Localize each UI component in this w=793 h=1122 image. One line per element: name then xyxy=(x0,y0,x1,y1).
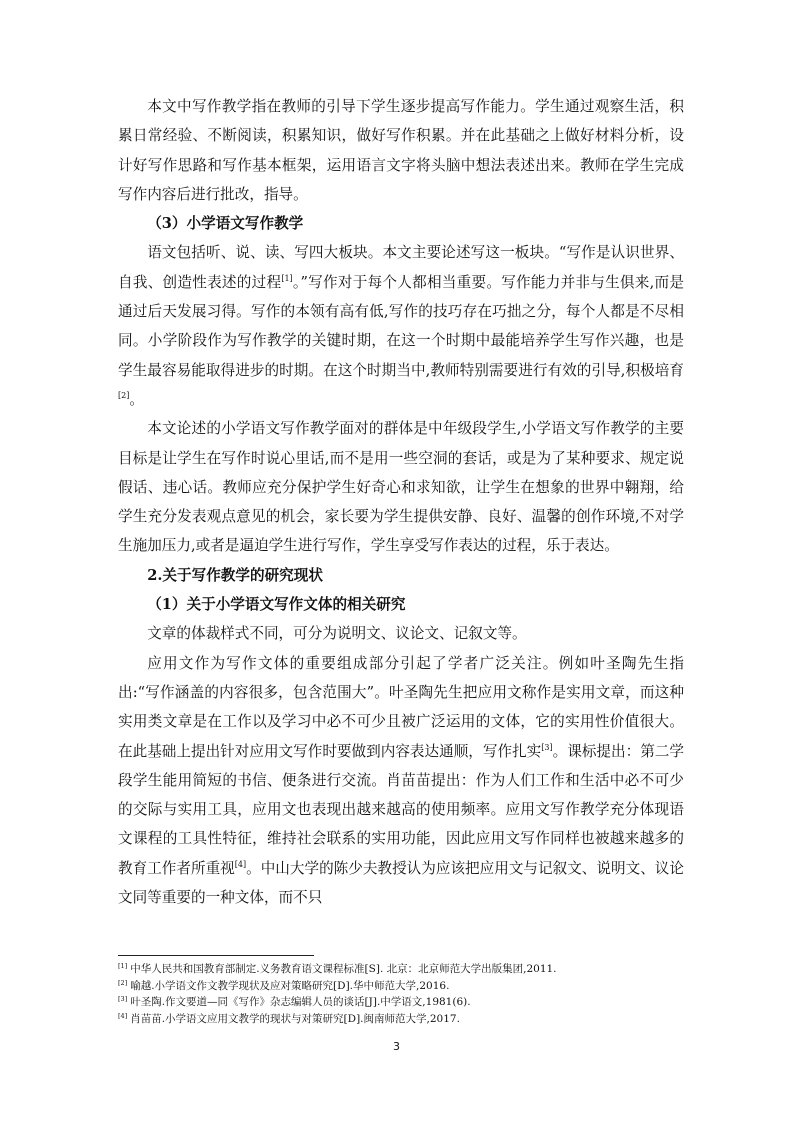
paragraph-text: 。 xyxy=(129,390,144,408)
citation-marker[interactable]: [3] xyxy=(541,742,553,752)
paragraph-four-skills xyxy=(118,238,684,414)
footnote-item xyxy=(118,1011,688,1028)
footnote-mark: [2] xyxy=(118,978,128,987)
footnote-mark: [3] xyxy=(118,995,128,1003)
footnote-text: 叶圣陶.作文要道—同《写作》杂志编辑人员的谈话[J].中学语文,1981(6). xyxy=(130,996,471,1008)
paragraph-text: 应用文作为写作文体的重要组成部分引起了学者广泛关注。例如叶圣陶先生指出:“写作涵盖的内容很多，包含范围大”。叶圣陶先生把应用文称作是实用文章，而这种实用类文章是在工作以及学习中必不可少且被广泛运用的文体，它的实用性价值很大。在此基础上提出针对应用文写作时要做到内容表达通顺，写作扎实 xyxy=(118,654,684,760)
citation-marker[interactable]: [2] xyxy=(118,390,130,400)
footnote-text: 中华人民共和国教育部制定.义务教育语文课程标准[S]. 北京：北京师范大学出版集团,2011. xyxy=(130,963,557,975)
paragraph-genres: 文章的体裁样式不同，可分为说明文、议论文、记叙文等。 xyxy=(147,625,527,643)
footnotes xyxy=(118,961,688,1027)
paragraph-text: 语文包括听、说、读、写四大板块。本文主要论述写这一板块。“写作是认识世界、自我、创造性表述的过程 xyxy=(118,244,684,291)
footnote-item xyxy=(118,961,688,978)
footnote-divider xyxy=(118,955,314,956)
page-number: 3 xyxy=(393,1040,400,1053)
footnote-text: 喻越.小学语文作文教学现状及应对策略研究[D].华中师范大学,2016. xyxy=(130,979,450,992)
paragraph-text: 。课标提出：第二学段学生能用简短的书信、便条进行交流。肖苗苗提出：作为人们工作和生活中必不可少的交际与实用工具，应用文也表现出越来越高的使用频率。应用文写作教学充分体现语文课程的工具性特征，维持社会联系的实用功能，因此应用文写作同样也被越来越多的教育工作者所重视 xyxy=(118,742,684,877)
heading-primary-writing-teaching: （3）小学语文写作教学 xyxy=(147,215,304,233)
citation-marker[interactable]: [1] xyxy=(281,273,293,283)
heading-genre-research: （1）关于小学语文写作文体的相关研究 xyxy=(147,596,406,614)
paragraph-text: 。中山大学的陈少夫教授认为应该把应用文与记叙文、说明文、议论文同等重要的一种文体，而不只 xyxy=(118,859,684,907)
footnote-text: 肖苗苗.小学语文应用文教学的现状与对策研究[D].闽南师范大学,2017. xyxy=(130,1012,460,1025)
citation-marker[interactable]: [4] xyxy=(234,859,247,869)
paragraph-definition: 本文中写作教学指在教师的引导下学生逐步提高写作能力。学生通过观察生活，积累日常经验、不断阅读，积累知识，做好写作积累。并在此基础之上做好材料分析，设计好写作思路和写作基本框架，运用语言文字将头脑中想法表述出来。教师在学生完成写作内容后进行批改，指导。 xyxy=(118,98,684,203)
paragraph-target-group: 本文论述的小学语文写作教学面对的群体是中年级段学生,小学语文写作教学的主要目标是让学生在写作时说心里话,而不是用一些空洞的套话，或是为了某种要求、规定说假话、违心话。教师应充分保护学生好奇心和求知欲，让学生在想象的世界中翱翔，给学生充分发表观点意见的机会，家长要为学生提供安静、良好、温馨的创作环境,不对学生施加压力,或者是逼迫学生进行写作，学生享受写作表达的过程，乐于表达。 xyxy=(118,420,684,555)
heading-research-status: 2.关于写作教学的研究现状 xyxy=(147,566,323,584)
footnote-mark: [4] xyxy=(118,1011,128,1020)
body-text xyxy=(118,92,684,912)
paragraph-practical-writing xyxy=(118,649,684,913)
footnote-item xyxy=(118,994,688,1011)
footnote-mark: [1] xyxy=(118,962,128,970)
paragraph-text: 。”写作对于每个人都相当重要。写作能力并非与生俱来,而是通过后天发展习得。写作的本领有高有低,写作的技巧存在巧拙之分，每个人都是不尽相同。小学阶段作为写作教学的关键时期，在这一个时期中最能培养学生写作兴趣，也是学生最容易能取得进步的时期。在这个时期当中,教师特别需要进行有效的引导,积极培育 xyxy=(118,273,684,379)
footnote-item xyxy=(118,978,688,995)
